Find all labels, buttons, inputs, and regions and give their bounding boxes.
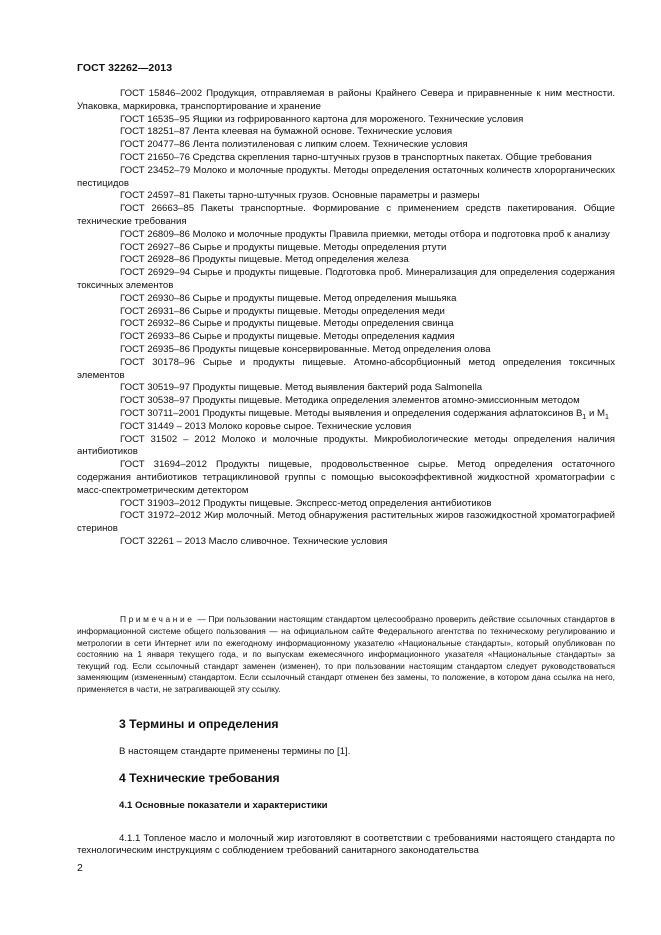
subscript-m: 1 bbox=[604, 413, 609, 421]
normative-references-list bbox=[77, 88, 615, 549]
reference-item: ГОСТ 31972–2012 Жир молочный. Метод обнаружения растительных жиров газожидкостной хроматографией стеринов bbox=[77, 510, 615, 535]
reference-item: ГОСТ 18251–87 Лента клеевая на бумажной основе. Технические условия bbox=[120, 126, 453, 138]
reference-item: ГОСТ 31903–2012 Продукты пищевые. Экспресс-метод определения антибиотиков bbox=[120, 497, 492, 509]
note-paragraph bbox=[77, 614, 615, 695]
reference-item-aflatoxins bbox=[77, 408, 615, 421]
reference-item: ГОСТ 30538–97 Продукты пищевые. Методика определения элементов атомно-эмиссионным методом bbox=[120, 395, 580, 407]
reference-item: ГОСТ 26930–86 Сырье и продукты пищевые. Метод определения мышьяка bbox=[120, 292, 457, 304]
reference-item: ГОСТ 30178–96 Сырье и продукты пищевые. Атомно-абсорбционный метод определения токсичных элементов bbox=[77, 356, 615, 381]
subscript-b: 1 bbox=[582, 413, 587, 421]
aflatoxin-conj: и M bbox=[586, 407, 605, 419]
clause-4-1-1: 4.1.1 Топленое масло и молочный жир изготовляют в соответствии с требованиями настоящего стандарта по технологическим инструкциям с соблюдением требований санитарного законодательства bbox=[77, 832, 615, 857]
section-3-text: В настоящем стандарте применены термины по [1]. bbox=[119, 746, 351, 757]
reference-item: ГОСТ 16535–95 Ящики из гофрированного картона для мороженого. Технические условия bbox=[120, 113, 524, 125]
reference-item: ГОСТ 26931–86 Сырье и продукты пищевые. Методы определения меди bbox=[120, 305, 445, 317]
reference-item: ГОСТ 30519–97 Продукты пищевые. Метод выявления бактерий рода Salmonella bbox=[120, 382, 483, 394]
reference-item: ГОСТ 31694–2012 Продукты пищевые, продовольственное сырье. Метод определения остаточного содержания антибиотиков тетрациклиновой группы с помощью высокоэффективной жидкостной хроматографии с масс-спектрометрическим детектором bbox=[77, 459, 615, 496]
aflatoxin-text: ГОСТ 30711–2001 Продукты пищевые. Методы выявления и определения содержания афлатоксинов B bbox=[120, 407, 583, 419]
reference-item: ГОСТ 23452–79 Молоко и молочные продукты. Методы определения остаточных количеств хлорорганических пестицидов bbox=[77, 164, 615, 189]
note-text: — При пользовании настоящим стандартом целесообразно проверить действие ссылочных стандартов в информационной системе общего пользования — на официальном сайте Федерального агентства по техническому регулированию и метрологии в сети Интернет или по ежегодному информационному указателю «Национальные стандарты», который опубликован по состоянию на 1 января текущего года, и по выпускам ежемесячного информационного указателя «Национальные стандарты» за текущий год. Если ссылочный стандарт заменен (изменен), то при пользовании настоящим стандартом следует руководствоваться заменяющим (измененным) стандартом. Если ссылочный стандарт отменен без замены, то положение, в котором дана ссылка на него, применяется в части, не затрагивающей эту ссылку. bbox=[77, 614, 615, 694]
reference-item: ГОСТ 26929–94 Сырье и продукты пищевые. Подготовка проб. Минерализация для определения содержания токсичных элементов bbox=[77, 267, 615, 291]
reference-item: ГОСТ 26663–85 Пакеты транспортные. Формирование с применением средств пакетирования. Общие технические требования bbox=[77, 203, 615, 227]
reference-item: ГОСТ 26928–86 Продукты пищевые. Метод определения железа bbox=[120, 254, 409, 266]
reference-item: ГОСТ 26927–86 Сырье и продукты пищевые. Методы определения ртути bbox=[120, 241, 447, 253]
reference-item: ГОСТ 26809–86 Молоко и молочные продукты Правила приемки, методы отбора и подготовка проб к анализу bbox=[120, 228, 610, 240]
reference-item: ГОСТ 26935–86 Продукты пищевые консервированные. Метод определения олова bbox=[120, 343, 491, 355]
reference-item: ГОСТ 26932–86 Сырье и продукты пищевые. Методы определения свинца bbox=[120, 318, 454, 330]
section-3-heading: 3 Термины и определения bbox=[119, 717, 279, 731]
reference-item: ГОСТ 20477–86 Лента полиэтиленовая с липким слоем. Технические условия bbox=[120, 139, 468, 151]
document-header: ГОСТ 32262—2013 bbox=[77, 62, 173, 74]
note-label: Примечание bbox=[120, 614, 195, 625]
reference-item: ГОСТ 32261 – 2013 Масло сливочное. Технические условия bbox=[120, 535, 388, 547]
reference-item: ГОСТ 21650–76 Средства скрепления тарно-штучных грузов в транспортных пакетах. Общие требования bbox=[120, 151, 592, 163]
reference-item: ГОСТ 15846–2002 Продукция, отправляемая в районы Крайнего Севера и приравненные к ним местности. Упаковка, маркировка, транспортирование и хранение bbox=[77, 88, 615, 112]
subsection-4-1-heading: 4.1 Основные показатели и характеристики bbox=[119, 800, 328, 811]
reference-item: ГОСТ 31502 – 2012 Молоко и молочные продукты. Микробиологические методы определения наличия антибиотиков bbox=[77, 433, 615, 458]
reference-item: ГОСТ 31449 – 2013 Молоко коровье сырое. Технические условия bbox=[120, 420, 412, 432]
page-number: 2 bbox=[77, 862, 83, 874]
reference-item: ГОСТ 26933–86 Сырье и продукты пищевые. Методы определения кадмия bbox=[120, 331, 455, 343]
reference-item: ГОСТ 24597–81 Пакеты тарно-штучных грузов. Основные параметры и размеры bbox=[120, 190, 480, 202]
section-4-heading: 4 Технические требования bbox=[119, 771, 280, 785]
